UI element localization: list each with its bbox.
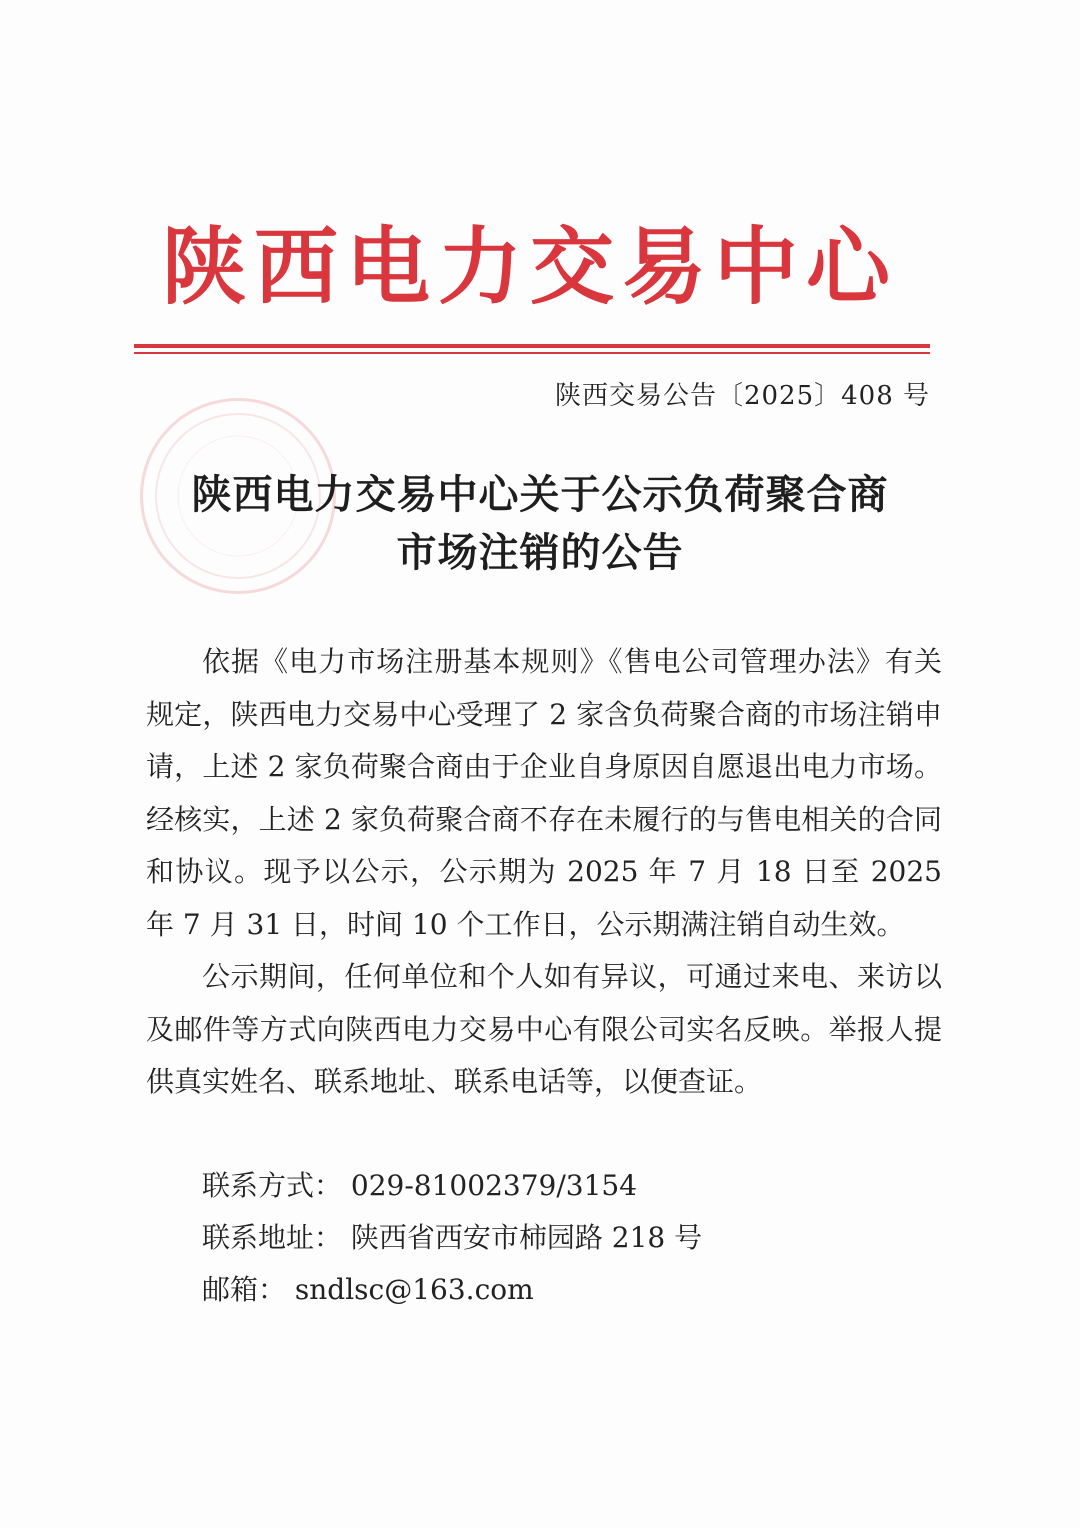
body-paragraph-2: 公示期间，任何单位和个人如有异议，可通过来电、来访以及邮件等方式向陕西电力交易中心有限公司实名反映。举报人提供真实姓名、联系地址、联系电话等，以便查证。 [146,960,942,1098]
contact-phone: 联系方式： 029-81002379/3154 [202,1169,638,1202]
notice-title-line-2: 市场注销的公告 [396,529,684,576]
letterhead-org-name: 陕西电力交易中心 [161,217,898,316]
contact-address: 联系地址： 陕西省西安市柿园路 218 号 [202,1221,703,1254]
contact-block [202,1160,702,1316]
contact-email: 邮箱： sndlsc@163.com [202,1273,534,1306]
notice-body [146,636,942,1109]
body-paragraph-1: 依据《电力市场注册基本规则》《售电公司管理办法》有关规定，陕西电力交易中心受理了 2 家含负荷聚合商的市场注销申请，上述 2 家负荷聚合商由于企业自身原因自愿退出电力市场。经核实，上述 2 家负荷聚合商不存在未履行的与售电相关的合同和协议。现予以公示，公示期为 2025 年 7 月 18 日至 2025 年 7 月 31 日，时间 10 个工作日，公示期满注销自动生效。 [146,645,942,941]
letterhead-rule-thin [134,352,930,354]
document-number: 陕西交易公告〔2025〕408 号 [554,381,930,411]
notice-title [140,466,940,582]
letterhead-rule-thick [134,344,930,348]
notice-title-line-1: 陕西电力交易中心关于公示负荷聚合商 [191,471,889,518]
